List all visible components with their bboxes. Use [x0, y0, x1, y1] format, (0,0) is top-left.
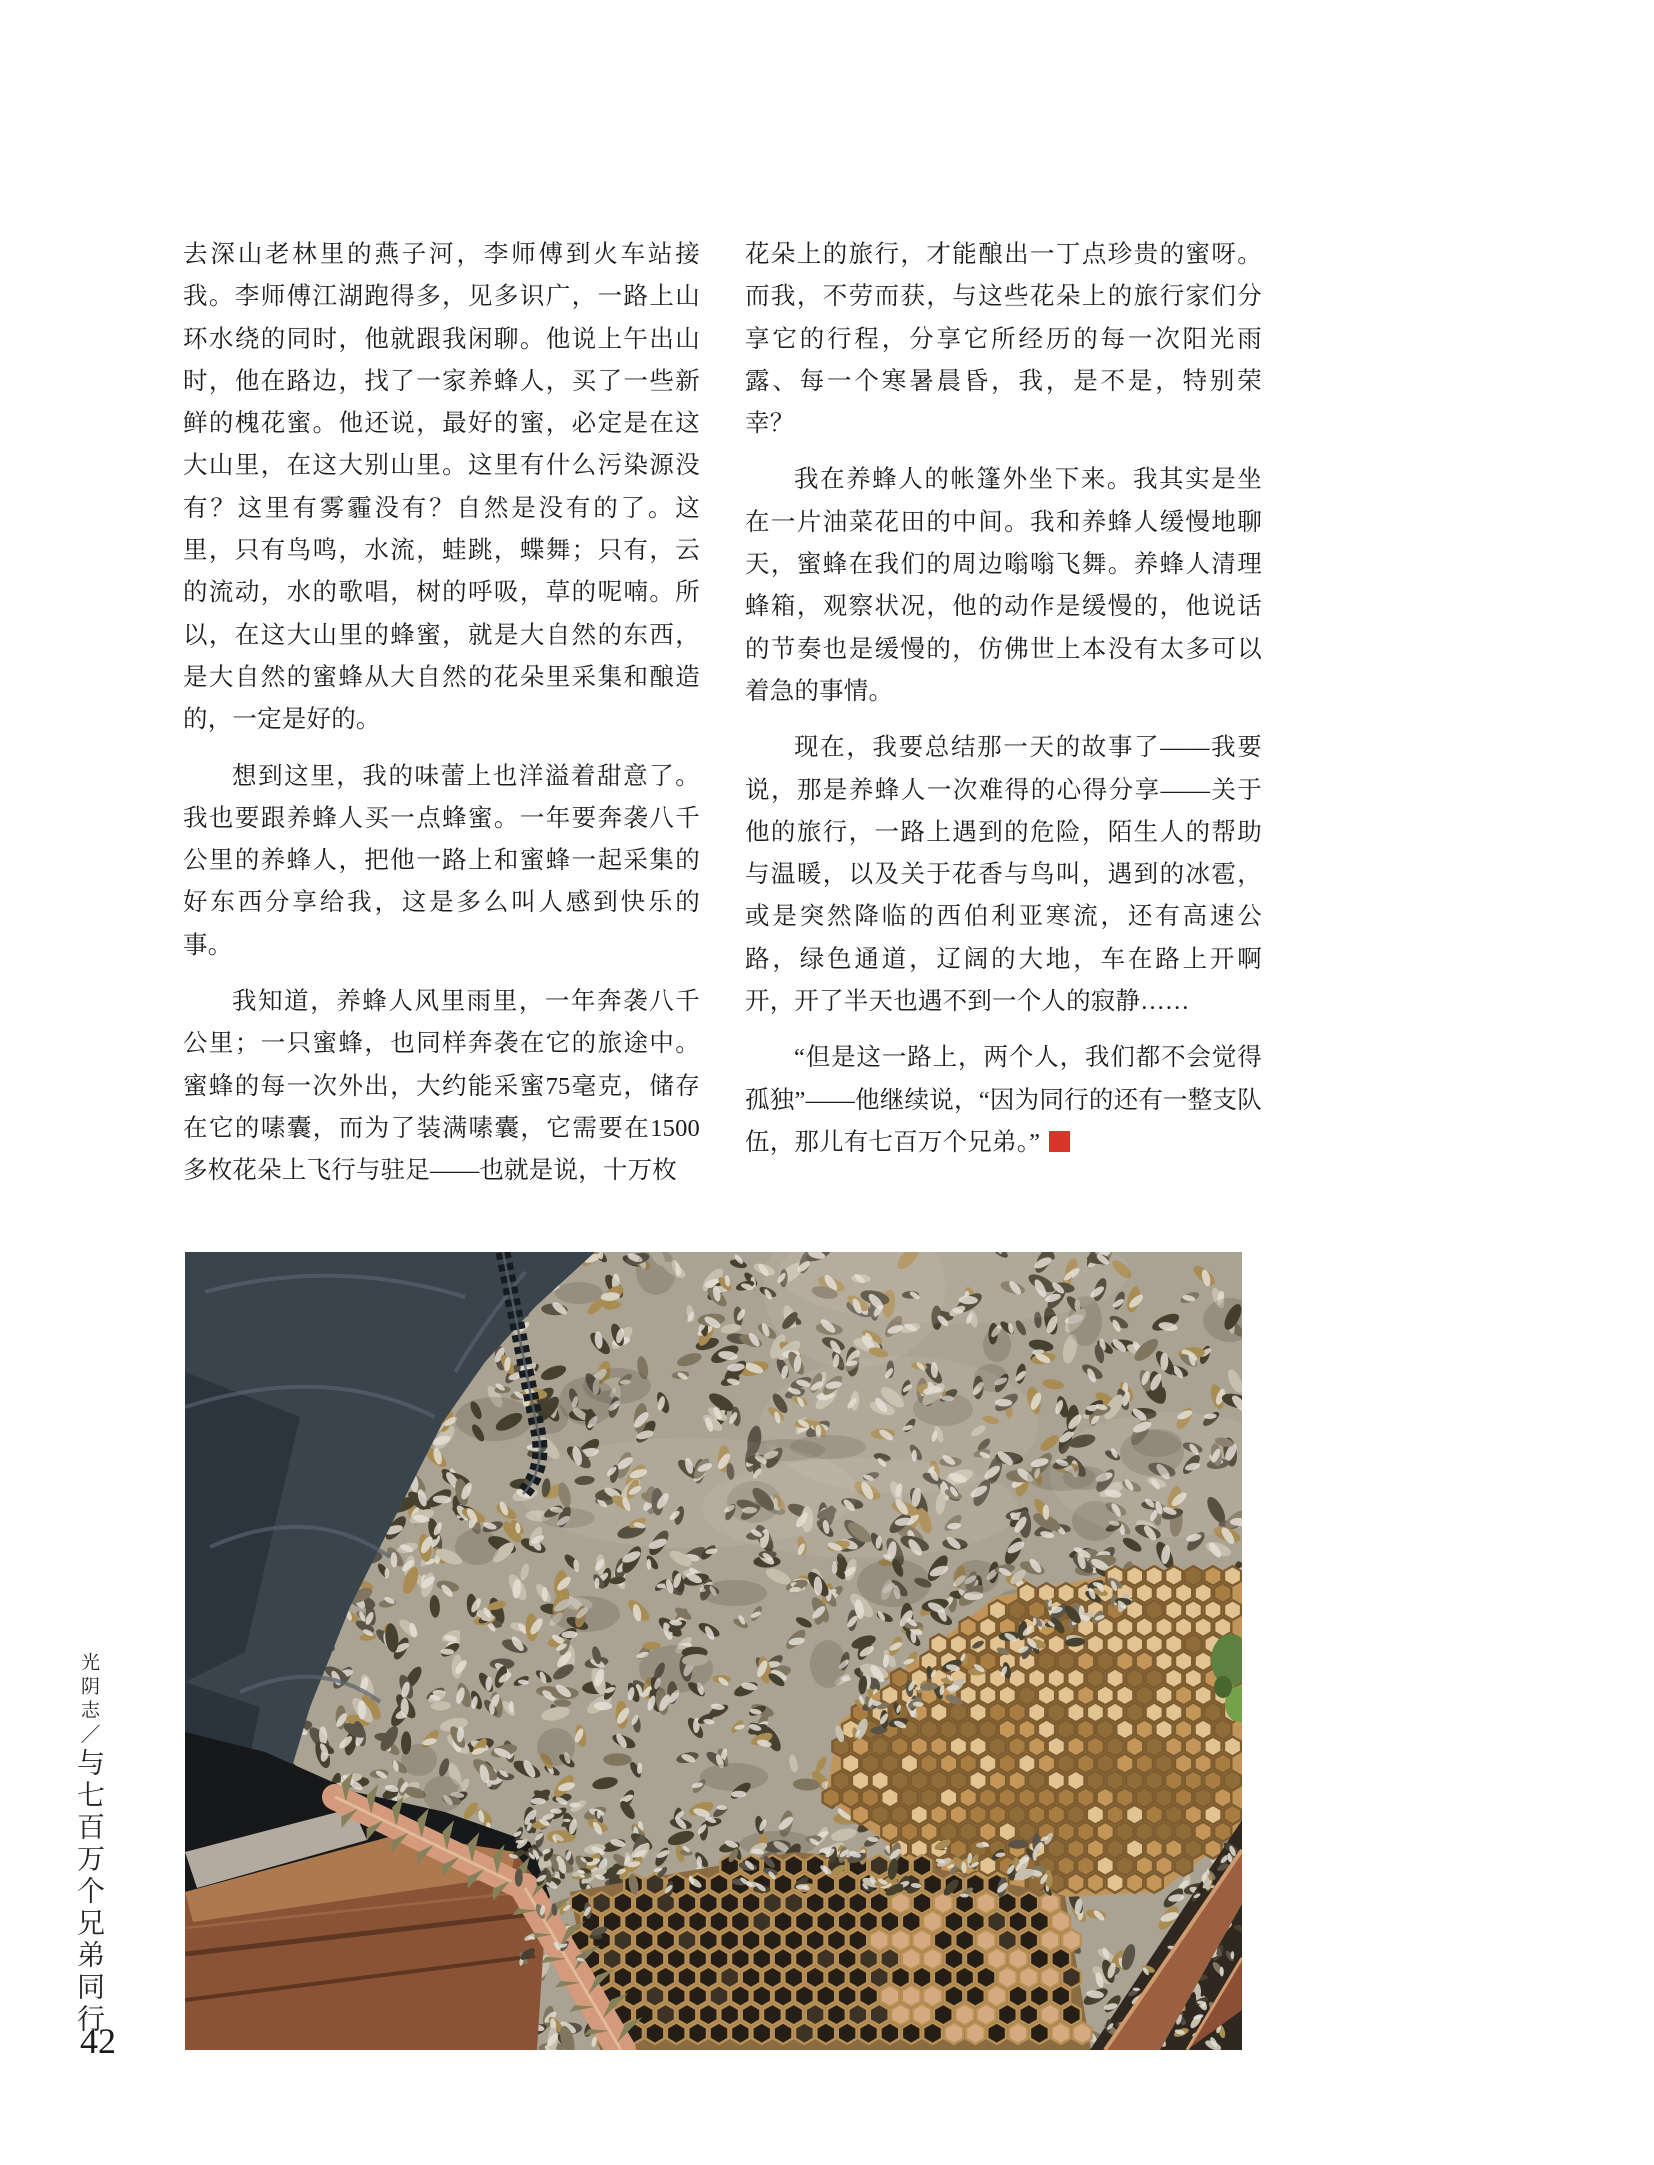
paragraph: 想到这里，我的味蕾上也洋溢着甜意了。我也要跟养蜂人买一点蜂蜜。一年要奔袭八千公里的养蜂人，把他一路上和蜜蜂一起采集的好东西分享给我，这是多么叫人感到快乐的事。 — [183, 762, 700, 959]
bees-photo — [185, 1252, 1242, 2050]
bees-photo-image — [185, 1252, 1242, 2050]
paragraph: 现在，我要总结那一天的故事了——我要说，那是养蜂人一次难得的心得分享——关于他的旅行，一路上遇到的危险，陌生人的帮助与温暖，以及关于花香与鸟叫，遇到的冰雹，或是突然降临的西伯利亚寒流，还有高速公路，绿色通道，辽阔的大地，车在路上开啊开，开了半天也遇不到一个人的寂静…… — [745, 734, 1262, 1016]
left-column — [183, 234, 700, 1207]
paragraph: 我知道，养蜂人风里雨里，一年奔袭八千公里；一只蜜蜂，也同样奔袭在它的旅途中。蜜蜂的每一次外出，大约能采蜜75毫克，储存在它的嗉囊，而为了装满嗉囊，它需要在1500多枚花朵上飞行与驻足——也就是说，十万枚 — [183, 988, 700, 1185]
paragraph: 去深山老林里的燕子河，李师傅到火车站接我。李师傅江湖跑得多，见多识广，一路上山环水绕的同时，他就跟我闲聊。他说上午出山时，他在路边，找了一家养蜂人，买了一些新鲜的槐花蜜。他还说，最好的蜜，必定是在这大山里，在这大别山里。这里有什么污染源没有？这里有雾霾没有？自然是没有的了。这里，只有鸟鸣，水流，蛙跳，蝶舞；只有，云的流动，水的歌唱，树的呼吸，草的呢喃。所以，在这大山里的蜂蜜，就是大自然的东西，是大自然的蜜蜂从大自然的花朵里采集和酿造的，一定是好的。 — [183, 241, 700, 734]
paragraph: “但是这一路上，两个人，我们都不会觉得孤独”——他继续说，“因为同行的还有一整支队伍，那儿有七百万个兄弟。” — [745, 1044, 1262, 1156]
sidebar — [74, 1652, 102, 2036]
article-end-mark — [1049, 1131, 1070, 1152]
magazine-name: 光阴志 — [78, 1652, 99, 1724]
sidebar-separator: ／ — [77, 1724, 99, 1748]
page-number: 42 — [80, 2021, 116, 2061]
article-title-vertical: 与七百万个兄弟同行 — [73, 1748, 104, 2036]
right-column — [745, 234, 1262, 1178]
paragraph: 花朵上的旅行，才能酿出一丁点珍贵的蜜呀。而我，不劳而获，与这些花朵上的旅行家们分享它的行程，分享它所经历的每一次阳光雨露、每一个寒暑晨昏，我，是不是，特别荣幸？ — [745, 241, 1262, 438]
paragraph: 我在养蜂人的帐篷外坐下来。我其实是坐在一片油菜花田的中间。我和养蜂人缓慢地聊天，蜜蜂在我们的周边嗡嗡飞舞。养蜂人清理蜂箱，观察状况，他的动作是缓慢的，他说话的节奏也是缓慢的，仿佛世上本没有太多可以着急的事情。 — [745, 466, 1262, 705]
